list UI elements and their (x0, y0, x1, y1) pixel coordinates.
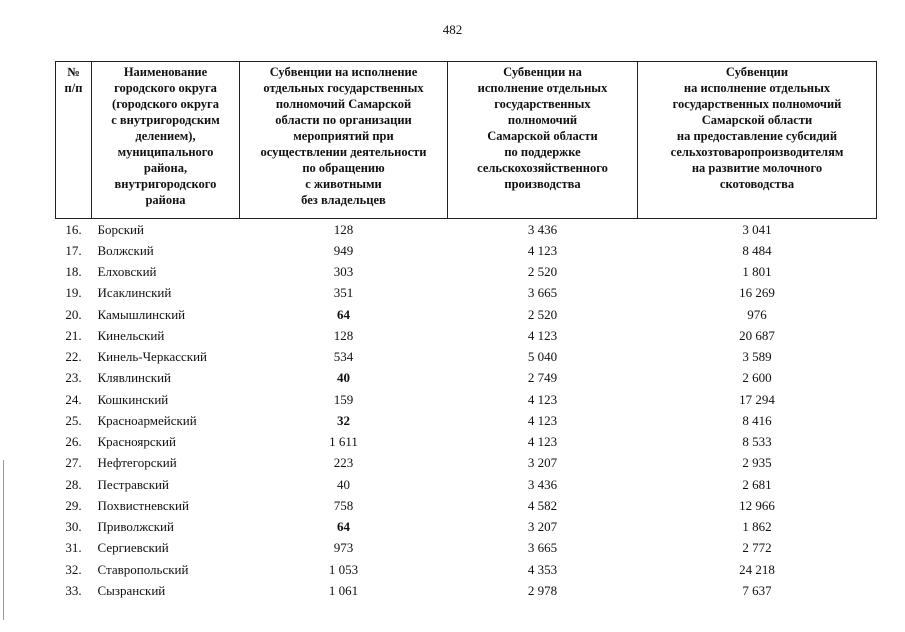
row-number-cell: 16. (65, 221, 82, 237)
district-name-cell: Исаклинский (97, 285, 172, 301)
district-name-cell: Кошкинский (97, 391, 169, 407)
table-row (56, 347, 877, 368)
row-number-cell: 25. (65, 412, 82, 428)
scan-edge-line (3, 460, 4, 620)
animal-subvention-cell: 534 (333, 349, 354, 365)
dairy-subvention-cell: 2 935 (742, 455, 772, 471)
row-number-cell: 28. (65, 476, 82, 492)
animal-subvention-cell: 64 (337, 519, 350, 535)
dairy-subvention-cell: 1 862 (742, 519, 772, 535)
table-row (56, 389, 877, 410)
animal-subvention-cell: 159 (333, 391, 354, 407)
district-name-cell: Клявлинский (97, 370, 172, 386)
dairy-subvention-cell: 8 533 (742, 434, 772, 450)
agriculture-subvention-cell: 4 123 (527, 434, 558, 450)
agriculture-subvention-cell: 2 978 (527, 582, 558, 598)
row-number-cell: 26. (65, 434, 82, 450)
agriculture-subvention-cell: 3 436 (527, 476, 558, 492)
table-row (56, 325, 877, 346)
animal-subvention-cell: 64 (337, 306, 350, 322)
header-animal-subvention: Субвенции на исполнение отдельных государственных полномочий Самарской области по организации мероприятий при осуществлении деятельности по обращению с животными без владельцев (240, 62, 448, 219)
animal-subvention-cell: 1 611 (329, 434, 358, 450)
dairy-subvention-cell: 3 589 (742, 349, 772, 365)
table-row (56, 262, 877, 283)
row-number-cell: 24. (65, 391, 82, 407)
dairy-subvention-cell: 12 966 (739, 497, 775, 513)
agriculture-subvention-cell: 4 123 (527, 391, 558, 407)
subventions-table-wrapper (55, 61, 877, 602)
table-row (56, 559, 877, 580)
district-name-cell: Елховский (97, 264, 157, 280)
dairy-subvention-cell: 7 637 (742, 582, 772, 598)
animal-subvention-cell: 973 (333, 540, 354, 556)
subventions-table (55, 61, 877, 602)
dairy-subvention-cell: 16 269 (739, 285, 775, 301)
animal-subvention-cell: 40 (337, 370, 350, 386)
district-name-cell: Приволжский (97, 519, 174, 535)
row-number-cell: 29. (65, 497, 82, 513)
row-number-cell: 27. (65, 455, 82, 471)
agriculture-subvention-cell: 4 123 (527, 412, 558, 428)
agriculture-subvention-cell: 2 749 (527, 370, 558, 386)
row-number-cell: 32. (65, 561, 82, 577)
district-name-cell: Красноярский (97, 434, 176, 450)
animal-subvention-cell: 1 061 (328, 582, 359, 598)
row-number-cell: 30. (65, 519, 82, 535)
dairy-subvention-cell: 8 484 (742, 242, 772, 258)
dairy-subvention-cell: 2 600 (742, 370, 772, 386)
district-name-cell: Сергиевский (97, 540, 169, 556)
row-number-cell: 19. (65, 285, 82, 301)
table-header-row (56, 62, 877, 219)
dairy-subvention-cell: 17 294 (739, 391, 775, 407)
dairy-subvention-cell: 24 218 (739, 561, 775, 577)
row-number-cell: 21. (65, 327, 82, 343)
animal-subvention-cell: 40 (337, 476, 350, 492)
table-row (56, 517, 877, 538)
district-name-cell: Борский (97, 221, 144, 237)
agriculture-subvention-cell: 2 520 (527, 306, 558, 322)
table-row (56, 432, 877, 453)
row-number-cell: 33. (65, 582, 82, 598)
agriculture-subvention-cell: 4 582 (527, 497, 558, 513)
table-row (56, 538, 877, 559)
animal-subvention-cell: 949 (333, 242, 354, 258)
dairy-subvention-cell: 1 801 (742, 264, 772, 280)
table-body (56, 219, 877, 602)
header-number: № п/п (56, 62, 92, 219)
dairy-subvention-cell: 2 772 (742, 540, 772, 556)
dairy-subvention-cell: 8 416 (742, 412, 772, 428)
table-row (56, 580, 877, 601)
dairy-subvention-cell: 20 687 (739, 327, 775, 343)
row-number-cell: 17. (65, 242, 82, 258)
district-name-cell: Пестравский (97, 476, 169, 492)
district-name-cell: Ставропольский (97, 561, 189, 577)
district-name-cell: Красноармейский (97, 412, 197, 428)
row-number-cell: 22. (65, 349, 82, 365)
district-name-cell: Кинельский (97, 327, 165, 343)
agriculture-subvention-cell: 3 207 (527, 519, 558, 535)
animal-subvention-cell: 758 (333, 497, 354, 513)
district-name-cell: Нефтегорский (97, 455, 177, 471)
dairy-subvention-cell: 2 681 (742, 476, 772, 492)
table-row (56, 453, 877, 474)
table-row (56, 304, 877, 325)
header-dairy-subvention: Субвенции на исполнение отдельных государственных полномочий Самарской области на предоставление субсидий сельхозтоваропроизводителям на развитие молочного скотоводства (638, 62, 877, 219)
agriculture-subvention-cell: 4 123 (527, 327, 558, 343)
table-row (56, 219, 877, 241)
header-agriculture-subvention: Субвенции на исполнение отдельных государственных полномочий Самарской области по поддержке сельскохозяйственного производства (448, 62, 638, 219)
table-row (56, 474, 877, 495)
agriculture-subvention-cell: 3 665 (527, 540, 558, 556)
table-row (56, 368, 877, 389)
animal-subvention-cell: 128 (333, 327, 354, 343)
table-row (56, 495, 877, 516)
table-row (56, 240, 877, 261)
header-district-name: Наименование городского округа (городского округа с внутригородским делением), муниципального района, внутригородского района (92, 62, 240, 219)
animal-subvention-cell: 1 053 (328, 561, 359, 577)
table-row (56, 410, 877, 431)
district-name-cell: Камышлинский (97, 306, 186, 322)
dairy-subvention-cell: 3 041 (742, 221, 772, 237)
agriculture-subvention-cell: 4 353 (527, 561, 558, 577)
district-name-cell: Волжский (97, 242, 154, 258)
district-name-cell: Сызранский (97, 582, 166, 598)
district-name-cell: Похвистневский (97, 497, 189, 513)
table-row (56, 283, 877, 304)
animal-subvention-cell: 223 (333, 455, 354, 471)
row-number-cell: 20. (65, 306, 82, 322)
dairy-subvention-cell: 976 (747, 306, 767, 322)
animal-subvention-cell: 128 (333, 221, 354, 237)
agriculture-subvention-cell: 4 123 (527, 242, 558, 258)
agriculture-subvention-cell: 3 207 (527, 455, 558, 471)
agriculture-subvention-cell: 3 665 (527, 285, 558, 301)
agriculture-subvention-cell: 5 040 (527, 349, 558, 365)
animal-subvention-cell: 303 (333, 264, 354, 280)
row-number-cell: 18. (65, 264, 82, 280)
page-number: 482 (442, 22, 463, 37)
district-name-cell: Кинель-Черкасский (97, 349, 207, 365)
animal-subvention-cell: 351 (333, 285, 354, 301)
animal-subvention-cell: 32 (337, 412, 350, 428)
row-number-cell: 23. (65, 370, 82, 386)
agriculture-subvention-cell: 2 520 (527, 264, 558, 280)
agriculture-subvention-cell: 3 436 (527, 221, 558, 237)
row-number-cell: 31. (65, 540, 82, 556)
